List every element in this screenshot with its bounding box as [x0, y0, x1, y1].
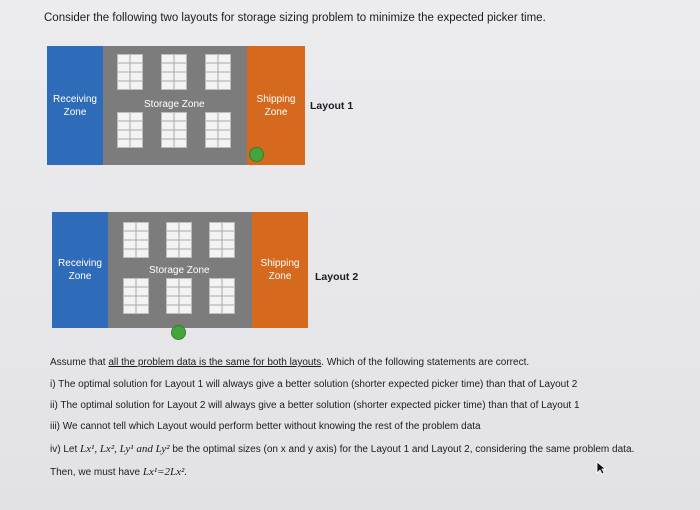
storage-rack	[166, 222, 192, 258]
storage-rack	[166, 278, 192, 314]
storage-rack	[117, 112, 143, 148]
option-iv-conclusion: Then, we must have Lx¹=2Lx².	[50, 466, 188, 478]
storage-rack	[161, 54, 187, 90]
option-iii: iii) We cannot tell which Layout would perform better without knowing the rest of the problem data	[50, 421, 481, 432]
layout-2-label: Layout 2	[315, 271, 359, 283]
storage-zone-label: Storage Zone	[149, 265, 210, 276]
shipping-zone: Shipping Zone	[252, 212, 308, 328]
storage-rack	[123, 278, 149, 314]
storage-rack	[205, 112, 231, 148]
storage-rack	[117, 54, 143, 90]
option-i: i) The optimal solution for Layout 1 will always give a better solution (shorter expected picker time) than that of Layout 2	[50, 379, 578, 390]
receiving-zone: Receiving Zone	[47, 46, 103, 165]
storage-rack	[123, 222, 149, 258]
storage-zone-label: Storage Zone	[144, 99, 205, 110]
storage-rack	[205, 54, 231, 90]
layout-2-diagram	[52, 212, 308, 328]
question-intro: Consider the following two layouts for storage sizing problem to minimize the expected picker time.	[44, 12, 546, 24]
io-point-marker	[171, 325, 186, 340]
storage-rack	[209, 278, 235, 314]
shipping-zone: Shipping Zone	[247, 46, 305, 165]
receiving-zone: Receiving Zone	[52, 212, 108, 328]
option-iv: iv) Let Lx¹, Lx², Ly¹ and Ly² be the optimal sizes (on x and y axis) for the Layout 1 and Layout 2, considering the same problem data.	[50, 443, 635, 455]
mouse-pointer-icon	[596, 461, 606, 480]
storage-rack	[209, 222, 235, 258]
storage-rack	[161, 112, 187, 148]
layout-1-label: Layout 1	[310, 100, 354, 112]
io-point-marker	[249, 147, 264, 162]
assumption-line: Assume that all the problem data is the same for both layouts. Which of the following statements are correct.	[50, 357, 530, 368]
option-iv-equation: Lx¹=2Lx².	[142, 466, 188, 478]
option-iv-variables: Lx¹, Lx², Ly¹ and Ly²	[80, 443, 170, 455]
option-ii: ii) The optimal solution for Layout 2 will always give a better solution (shorter expected picker time) than that of Layout 1	[50, 400, 580, 411]
layout-1-diagram	[47, 46, 305, 165]
